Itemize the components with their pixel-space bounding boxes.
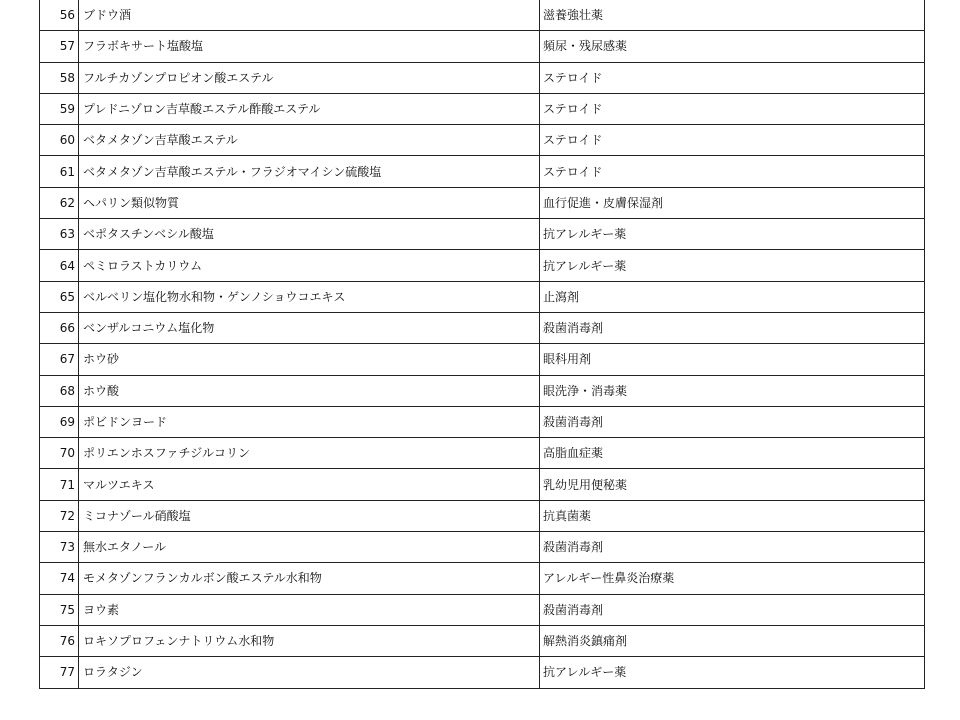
drug-category: 血行促進・皮膚保湿剤 xyxy=(540,187,925,218)
drug-table xyxy=(39,0,925,689)
ingredient-name: モメタゾンフランカルボン酸エステル水和物 xyxy=(79,563,540,594)
drug-category: ステロイド xyxy=(540,93,925,124)
drug-category: 抗真菌薬 xyxy=(540,500,925,531)
table-row xyxy=(40,500,925,531)
row-number: 59 xyxy=(40,93,79,124)
table-row xyxy=(40,62,925,93)
row-number: 72 xyxy=(40,500,79,531)
table-row xyxy=(40,594,925,625)
table-row xyxy=(40,312,925,343)
row-number: 73 xyxy=(40,532,79,563)
ingredient-name: ヨウ素 xyxy=(79,594,540,625)
drug-category: 高脂血症薬 xyxy=(540,438,925,469)
ingredient-name: ホウ砂 xyxy=(79,344,540,375)
drug-category: 殺菌消毒剤 xyxy=(540,312,925,343)
drug-category: 殺菌消毒剤 xyxy=(540,594,925,625)
drug-category: 解熱消炎鎮痛剤 xyxy=(540,625,925,656)
row-number: 65 xyxy=(40,281,79,312)
row-number: 61 xyxy=(40,156,79,187)
ingredient-name: ベルベリン塩化物水和物・ゲンノショウコエキス xyxy=(79,281,540,312)
table-row xyxy=(40,31,925,62)
table-row xyxy=(40,93,925,124)
table-row xyxy=(40,469,925,500)
row-number: 67 xyxy=(40,344,79,375)
drug-category: 殺菌消毒剤 xyxy=(540,406,925,437)
row-number: 77 xyxy=(40,657,79,688)
row-number: 64 xyxy=(40,250,79,281)
row-number: 74 xyxy=(40,563,79,594)
row-number: 56 xyxy=(40,0,79,31)
table-row xyxy=(40,187,925,218)
table-row xyxy=(40,438,925,469)
row-number: 70 xyxy=(40,438,79,469)
table-row xyxy=(40,250,925,281)
ingredient-name: ベポタスチンベシル酸塩 xyxy=(79,219,540,250)
row-number: 60 xyxy=(40,125,79,156)
ingredient-name: ロラタジン xyxy=(79,657,540,688)
drug-category: ステロイド xyxy=(540,125,925,156)
table-row xyxy=(40,563,925,594)
ingredient-name: ポビドンヨード xyxy=(79,406,540,437)
table-row xyxy=(40,281,925,312)
ingredient-name: 無水エタノール xyxy=(79,532,540,563)
row-number: 68 xyxy=(40,375,79,406)
row-number: 75 xyxy=(40,594,79,625)
drug-category: 止瀉剤 xyxy=(540,281,925,312)
row-number: 69 xyxy=(40,406,79,437)
drug-category: 乳幼児用便秘薬 xyxy=(540,469,925,500)
drug-category: 眼科用剤 xyxy=(540,344,925,375)
table-row xyxy=(40,219,925,250)
ingredient-name: マルツエキス xyxy=(79,469,540,500)
table-body xyxy=(40,0,925,688)
row-number: 63 xyxy=(40,219,79,250)
drug-category: 滋養強壮薬 xyxy=(543,8,604,23)
table-row xyxy=(40,532,925,563)
ingredient-name: ブドウ酒 xyxy=(79,0,540,31)
drug-category: 抗アレルギー薬 xyxy=(540,250,925,281)
row-number: 58 xyxy=(40,62,79,93)
ingredient-name: ベンザルコニウム塩化物 xyxy=(79,312,540,343)
ingredient-name: フルチカゾンプロピオン酸エステル xyxy=(79,62,540,93)
table-row xyxy=(40,156,925,187)
ingredient-name: ミコナゾール硝酸塩 xyxy=(79,500,540,531)
row-number: 76 xyxy=(40,625,79,656)
drug-category: ステロイド xyxy=(540,62,925,93)
drug-category: 抗アレルギー薬 xyxy=(540,657,925,688)
ingredient-name: ペミロラストカリウム xyxy=(79,250,540,281)
drug-category: 眼洗浄・消毒薬 xyxy=(540,375,925,406)
row-number: 71 xyxy=(40,469,79,500)
ingredient-name: ヘパリン類似物質 xyxy=(79,187,540,218)
drug-category: 殺菌消毒剤 xyxy=(540,532,925,563)
table-row xyxy=(40,0,925,31)
ingredient-name: プレドニゾロン吉草酸エステル酢酸エステル xyxy=(79,93,540,124)
document-page xyxy=(39,0,925,689)
row-number: 62 xyxy=(40,187,79,218)
drug-category: 抗アレルギー薬 xyxy=(540,219,925,250)
table-row xyxy=(40,657,925,688)
table-row xyxy=(40,625,925,656)
ingredient-name: ロキソプロフェンナトリウム水和物 xyxy=(79,625,540,656)
ingredient-name: ポリエンホスファチジルコリン xyxy=(79,438,540,469)
ingredient-name: ホウ酸 xyxy=(79,375,540,406)
table-row xyxy=(40,375,925,406)
drug-category: アレルギー性鼻炎治療薬 xyxy=(540,563,925,594)
drug-category: 頻尿・残尿感薬 xyxy=(540,31,925,62)
row-number: 57 xyxy=(40,31,79,62)
table-row xyxy=(40,344,925,375)
ingredient-name: ベタメタゾン吉草酸エステル・フラジオマイシン硫酸塩 xyxy=(79,156,540,187)
ingredient-name: ベタメタゾン吉草酸エステル xyxy=(79,125,540,156)
row-number: 66 xyxy=(40,312,79,343)
drug-category: ステロイド xyxy=(540,156,925,187)
table-row xyxy=(40,406,925,437)
ingredient-name: フラボキサート塩酸塩 xyxy=(79,31,540,62)
table-row xyxy=(40,125,925,156)
